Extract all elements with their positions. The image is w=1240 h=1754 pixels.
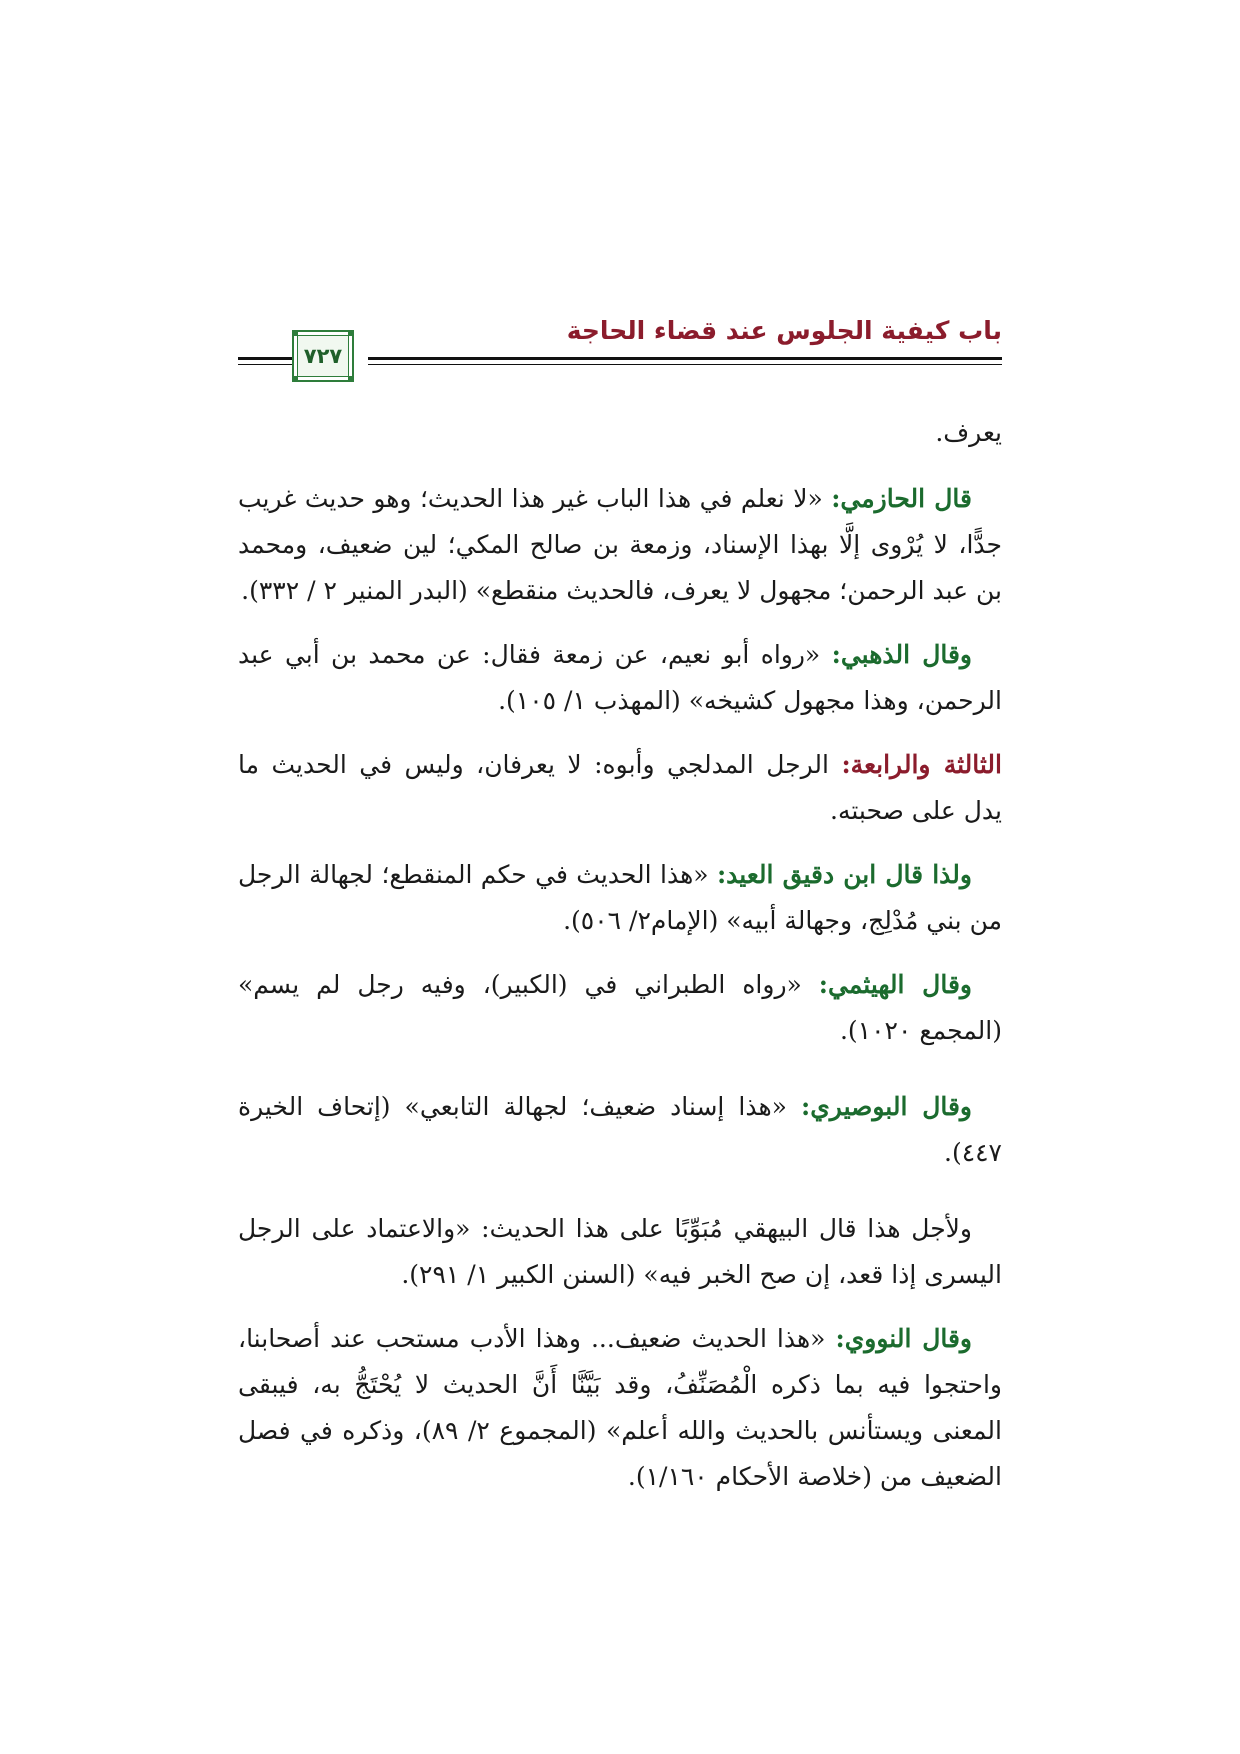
paragraph-text: «هذا الحديث ضعيف... وهذا الأدب مستحب عند أصحابنا، واحتجوا فيه بما ذكره الْمُصَنِّفُ، وقد بَيَّنَّا أَنَّ الحديث لا يُحْتَجُّ به، فيبقى المعنى ويستأنس بالحديث والله أعلم» (المجموع ٢/ ٨٩)، وذكره في فصل الضعيف من (خلاصة الأحكام ١/١٦٠). <box>238 1324 1002 1491</box>
badge-ornament-icon <box>348 330 354 336</box>
badge-ornament-icon <box>348 376 354 382</box>
speaker-label: ولذا قال ابن دقيق العيد: <box>716 860 972 889</box>
speaker-label: وقال الذهبي: <box>831 640 972 669</box>
paragraph <box>238 1206 1002 1298</box>
paragraph-text: «رواه أبو نعيم، عن زمعة فقال: عن محمد بن أبي عبد الرحمن، وهذا مجهول كشيخه» (المهذب ١/ ١٠٥). <box>238 640 1002 715</box>
body-text <box>238 410 1002 1518</box>
paragraph <box>238 410 1002 456</box>
speaker-label: وقال البوصيري: <box>801 1092 972 1121</box>
badge-ornament-icon <box>292 330 298 336</box>
paragraph <box>238 632 1002 724</box>
paragraph-text: ولأجل هذا قال البيهقي مُبَوِّبًا على هذا الحديث: «والاعتماد على الرجل اليسرى إذا قعد، إن صح الخبر فيه» (السنن الكبير ١/ ٢٩١). <box>238 1214 1002 1289</box>
paragraph <box>238 1316 1002 1500</box>
header-rule-thin-right <box>368 364 1002 365</box>
paragraph-text: «لا نعلم في هذا الباب غير هذا الحديث؛ وهو حديث غريب جدًّا، لا يُرْوى إلَّا بهذا الإسناد، وزمعة بن صالح المكي؛ لين ضعيف، ومحمد بن عبد الرحمن؛ مجهول لا يعرف، فالحديث منقطع» (البدر المنير ٢ / ٣٣٢). <box>238 484 1002 605</box>
page-number: ٧٢٧ <box>297 335 349 377</box>
paragraph <box>238 962 1002 1054</box>
header-rule-thick-right <box>368 357 1002 360</box>
paragraph <box>238 476 1002 614</box>
paragraph <box>238 742 1002 834</box>
paragraph-text: «هذا الحديث في حكم المنقطع؛ لجهالة الرجل من بني مُدْلِج، وجهالة أبيه» (الإمام٢/ ٥٠٦). <box>238 860 1002 935</box>
paragraph-text: «رواه الطبراني في (الكبير)، وفيه رجل لم يسم» (المجمع ١٠٢٠). <box>238 970 1002 1045</box>
badge-ornament-icon <box>292 376 298 382</box>
page-number-badge <box>292 330 354 382</box>
paragraph <box>238 852 1002 944</box>
speaker-label: وقال الهيثمي: <box>818 970 972 999</box>
section-label: الثالثة والرابعة: <box>841 750 1002 779</box>
paragraph-text: يعرف. <box>935 418 1002 447</box>
paragraph-text: «هذا إسناد ضعيف؛ لجهالة التابعي» (إتحاف الخيرة ٤٤٧). <box>238 1092 1002 1167</box>
speaker-label: وقال النووي: <box>835 1324 973 1353</box>
speaker-label: قال الحازمي: <box>831 484 972 513</box>
paragraph-text: الرجل المدلجي وأبوه: لا يعرفان، وليس في الحديث ما يدل على صحبته. <box>238 750 1002 825</box>
paragraph <box>238 1084 1002 1176</box>
chapter-title: باب كيفية الجلوس عند قضاء الحاجة <box>566 316 1002 345</box>
